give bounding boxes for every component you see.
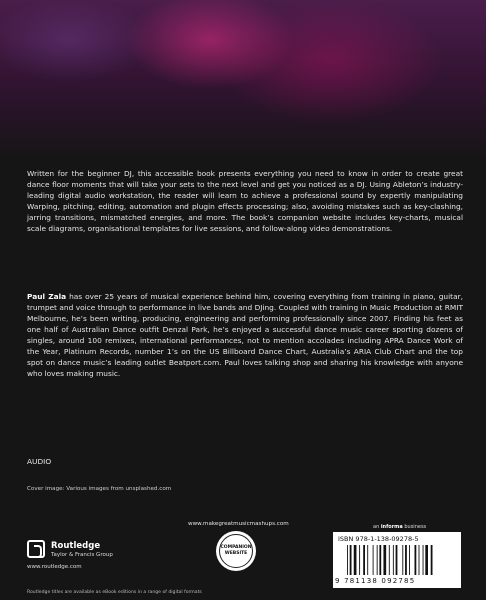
- isbn-barcode: [333, 532, 461, 588]
- informa-brand: informa: [380, 524, 403, 530]
- isbn-number: ISBN 978-1-138-09278-5: [338, 535, 419, 543]
- informa-prefix: an: [373, 524, 380, 530]
- routledge-icon: [27, 540, 45, 558]
- informa-suffix: business: [404, 524, 427, 530]
- barcode-bars: [347, 545, 455, 575]
- cover-photo-strip: [0, 0, 486, 160]
- companion-website-badge: [216, 531, 256, 571]
- subject-category: AUDIO: [27, 457, 52, 466]
- badge-line-1: COMPANION: [220, 545, 252, 550]
- book-description: Written for the beginner DJ, this accessible book presents everything you need to know in order to create great dance floor moments that will take your sets to the next level and get you noticed as a DJ. Using Ableton’s industry-leading digital audio workstation, the reader will learn to achieve a professional sound by expertly manipulating Warping, pitching, editing, automation and plugin effects processing; also, avoiding mistakes such as key-clashing, jarring transitions, mismatched energies, and more. The book’s companion website includes key-charts, musical scale diagrams, organisational templates for live sessions, and follow-along video demonstrations.: [27, 169, 463, 233]
- publisher-group: Taylor & Francis Group: [51, 552, 113, 558]
- author-name: Paul Zala: [27, 292, 67, 301]
- author-bio: [27, 291, 463, 379]
- author-bio-text: has over 25 years of musical experience behind him, covering everything from training in piano, guitar, trumpet and voice through to performance in live bands and DJing. Coupled with training in Music Production at RMIT Melbourne, he’s been writing, producing, engineering and performing professionally since 2007. Finding his feet as one half of Australian Dance outfit Denzal Park, he’s enjoyed a successful dance music career sporting dozens of singles, around 100 remixes, international performances, not to mention accolades including APRA Dance Work of the Year, Platinum Records, number 1’s on the US Billboard Dance Chart, Australia’s ARIA Club Chart and the top spot on dance music’s leading outlet Beatport.com. Paul loves talking shop and sharing his knowledge with anyone who loves making music.: [27, 292, 463, 378]
- informa-business-label: [373, 524, 426, 530]
- companion-website-url[interactable]: www.makegreatmusicmashups.com: [188, 521, 289, 527]
- publisher-name: Routledge: [51, 541, 101, 551]
- publisher-url[interactable]: www.routledge.com: [27, 564, 82, 570]
- ebook-note: Routledge titles are available as eBook editions in a range of digital formats: [27, 590, 202, 595]
- badge-line-2: WEBSITE: [224, 551, 248, 556]
- publisher-logo: [27, 540, 147, 580]
- barcode-digits: 9 781138 092785: [335, 577, 416, 585]
- cover-credit: Cover image: Various images from unsplashed.com: [27, 486, 172, 492]
